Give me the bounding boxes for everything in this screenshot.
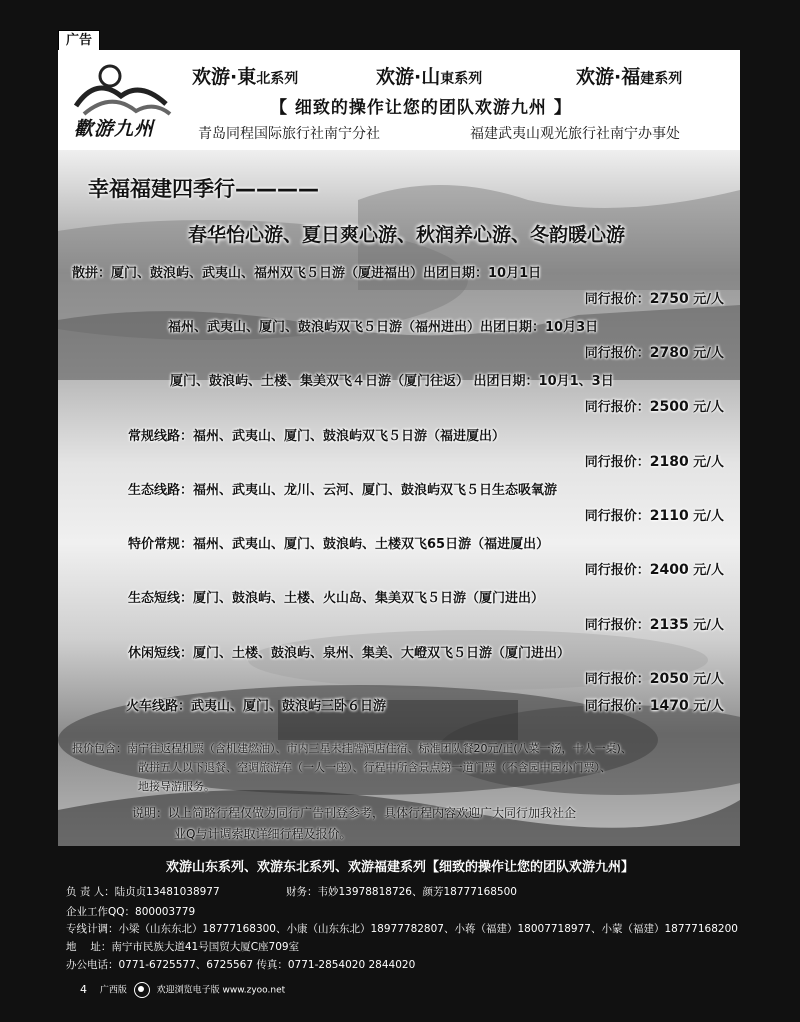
agency-wuyishan: 福建武夷山观光旅行社南宁办事处 [470,126,680,142]
route-price: 同行报价：2050 元/人 [584,671,724,687]
route-line: 休闲短线：厦门、土楼、鼓浪屿、泉州、集美、大嶝双飞５日游（厦门进出） [128,646,571,661]
route-line: 生态线路：福州、武夷山、龙川、云河、厦门、鼓浪屿双飞５日生态吸氧游 [128,483,558,498]
subtitle: 春华怡心游、夏日爽心游、秋润养心游、冬韵暖心游 [188,224,626,246]
route-price: 同行报价：2135 元/人 [584,617,724,633]
route-line: 特价常规：福州、武夷山、厦门、鼓浪屿、土楼双飞65日游（福进厦出） [128,537,550,552]
contact-qq: 企业工作QQ：800003779 [66,906,196,918]
route-line: 火车线路：武夷山、厦门、鼓浪屿三卧６日游 [126,699,387,714]
route-price: 同行报价：2110 元/人 [584,508,724,524]
explanation-line: 说明：以上简略行程仅做为同行广告刊登参考，具体行程内容欢迎广大同行加我社企 [132,806,577,820]
series-northeast: 欢游·東北系列 [192,66,299,88]
series-shandong: 欢游·山東系列 [376,66,483,88]
season-title: 幸福福建四季行———— [88,177,319,201]
route-price: 同行报价：2780 元/人 [584,345,724,361]
price-includes-line: 散拼五人以下退餐、空调旅游车（一人一座）、行程中所含景点第一道门票（不含园中园小门票）、 [138,761,611,774]
route-price: 同行报价：2500 元/人 [584,399,724,415]
ad-tag: 广告 [58,30,100,52]
price-includes-line: 地接导游服务。 [138,780,215,793]
route-price: 同行报价：2180 元/人 [584,454,724,470]
explanation-line: 业Q与计调索取详细行程及报价。 [174,827,352,841]
footer-tagline[interactable]: 欢迎浏览电子版 www.zyoo.net [156,985,286,996]
slogan: 【 细致的操作让您的团队欢游九州 】 [270,98,572,118]
contact-finance: 财务：韦妙13978818726、颜芳18777168500 [286,886,517,898]
scenery-background [58,50,740,846]
contact-phone: 办公电话：0771-6725577、6725567 传真：0771-2854020 2844020 [66,959,416,971]
contact-address: 地 址：南宁市民族大道41号国贸大厦C座709室 [66,941,300,953]
route-line: 常规线路：福州、武夷山、厦门、鼓浪屿双飞５日游（福进厦出） [128,429,506,444]
route-line: 生态短线：厦门、鼓浪屿、土楼、火山岛、集美双飞５日游（厦门进出） [128,591,545,606]
contact-manager: 负 责 人：陆贞贞13481038977 [66,886,220,898]
route-line: 福州、武夷山、厦门、鼓浪屿双飞５日游（福州进出）出团日期：10月3日 [168,320,599,335]
route-price: 同行报价：1470 元/人 [584,698,724,714]
route-line: 散拼：厦门、鼓浪屿、武夷山、福州双飞５日游（厦进福出）出团日期：10月1日 [72,266,542,281]
contact-planners: 专线计调：小梁（山东东北）18777168300、小康（山东东北）18977782807、小蒋（福建）18007718977、小蒙（福建）18777168200 [66,923,738,935]
edition-label: 广西版 [99,985,127,996]
route-price: 同行报价：2400 元/人 [584,562,724,578]
bottom-slogan: 欢游山东系列、欢游东北系列、欢游福建系列【细致的操作让您的团队欢游九州】 [165,860,634,875]
price-includes-line: 报价包含：南宁往返程机票（含机建燃油）、市内三星未挂牌酒店住宿、标准团队餐20元/正(八菜一汤，十人一桌)、 [72,742,632,755]
page-number: 4 [80,982,87,996]
route-price: 同行报价：2750 元/人 [584,291,724,307]
footer [80,982,285,998]
header [58,50,740,150]
publisher-emblem-icon [134,982,150,998]
series-fujian: 欢游·福建系列 [576,66,683,88]
logo-text: 歡游九州 [74,118,155,140]
ad-panel [58,50,740,846]
route-line: 厦门、鼓浪屿、土楼、集美双飞４日游（厦门往返） 出团日期：10月1、3日 [170,374,614,389]
agency-qingdao: 青岛同程国际旅行社南宁分社 [198,126,380,142]
